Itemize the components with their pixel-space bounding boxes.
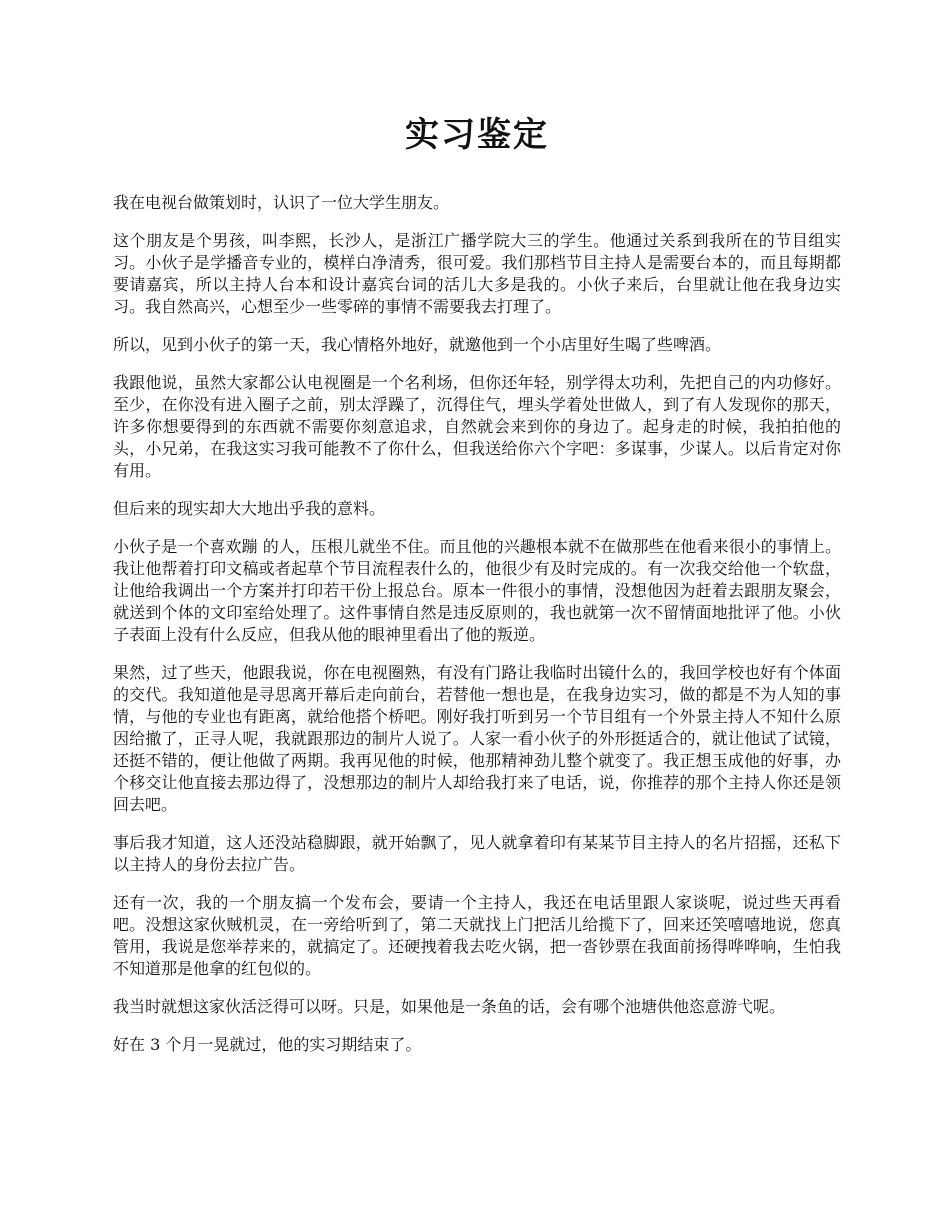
paragraph: 我在电视台做策划时，认识了一位大学生朋友。 xyxy=(113,193,450,212)
document-page xyxy=(113,112,841,1072)
paragraph: 好在 3 个月一晃就过，他的实习期结束了。 xyxy=(113,1035,422,1054)
paragraph: 事后我才知道，这人还没站稳脚跟，就开始飘了，见人就拿着印有某某节目主持人的名片招摇，还私下以主持人的身份去拉广告。 xyxy=(113,833,841,874)
paragraph: 果然，过了些天，他跟我说，你在电视圈熟，有没有门路让我临时出镜什么的，我回学校也好有个体面的交代。我知道他是寻思离开幕后走向前台，若替他一想也是，在我身边实习，做的都是不为人知的事情，与他的专业也有距离，就给他搭个桥吧。刚好我打听到另一个节目组有一个外景主持人不知什么原因给撤了，正寻人呢，我就跟那边的制片人说了。人家一看小伙子的外形挺适合的，就让他试了试镜，还挺不错的，便让他做了两期。我再见他的时候，他那精神劲儿整个就变了。我正想玉成他的好事，办个移交让他直接去那边得了，没想那边的制片人却给我打来了电话，说，你推荐的那个主持人你还是领回去吧。 xyxy=(113,663,841,814)
paragraph: 所以，见到小伙子的第一天，我心情格外地好，就邀他到一个小店里好生喝了些啤酒。 xyxy=(113,335,722,354)
document-title: 实习鉴定 xyxy=(405,115,549,155)
paragraph: 还有一次，我的一个朋友搞一个发布会，要请一个主持人，我还在电话里跟人家谈呢，说过些天再看吧。没想这家伙贼机灵，在一旁给听到了，第二天就找上门把活儿给揽下了，回来还笑嘻嘻地说，您真管用，我说是您举荐来的，就搞定了。还硬拽着我去吃火锅，把一沓钞票在我面前扬得哗哗响，生怕我不知道那是他拿的红包似的。 xyxy=(113,893,841,978)
paragraph: 这个朋友是个男孩，叫李熙，长沙人，是浙江广播学院大三的学生。他通过关系到我所在的节目组实习。小伙子是学播音专业的，模样白净清秀，很可爱。我们那档节目主持人是需要台本的，而且每期都要请嘉宾，所以主持人台本和设计嘉宾台词的活儿大多是我的。小伙子来后，台里就让他在我身边实习。我自然高兴，心想至少一些零碎的事情不需要我去打理了。 xyxy=(113,231,841,316)
paragraph: 小伙子是一个喜欢蹦 的人，压根儿就坐不住。而且他的兴趣根本就不在做那些在他看来很小的事情上。我让他帮着打印文稿或者起草个节目流程表什么的，他很少有及时完成的。有一次我交给他一个软盘，让他给我调出一个方案并打印若干份上报总台。原本一件很小的事情，没想他因为赶着去跟朋友聚会，就送到个体的文印室给处理了。这件事情自然是违反原则的，我也就第一次不留情面地批评了他。小伙子表面上没有什么反应，但我从他的眼神里看出了他的叛逆。 xyxy=(113,537,841,644)
paragraph: 但后来的现实却大大地出乎我的意料。 xyxy=(113,499,386,518)
paragraph: 我当时就想这家伙活泛得可以呀。只是，如果他是一条鱼的话，会有哪个池塘供他恣意游弋呢。 xyxy=(113,997,786,1016)
paragraph: 我跟他说，虽然大家都公认电视圈是一个名利场，但你还年轻，别学得太功利，先把自己的内功修好。至少，在你没有进入圈子之前，别太浮躁了，沉得住气，埋头学着处世做人，到了有人发现你的那天，许多你想要得到的东西就不需要你刻意追求，自然就会来到你的身边了。起身走的时候，我拍拍他的头，小兄弟，在我这实习我可能教不了你什么，但我送给你六个字吧：多谋事，少谋人。以后肯定对你有用。 xyxy=(113,373,841,480)
